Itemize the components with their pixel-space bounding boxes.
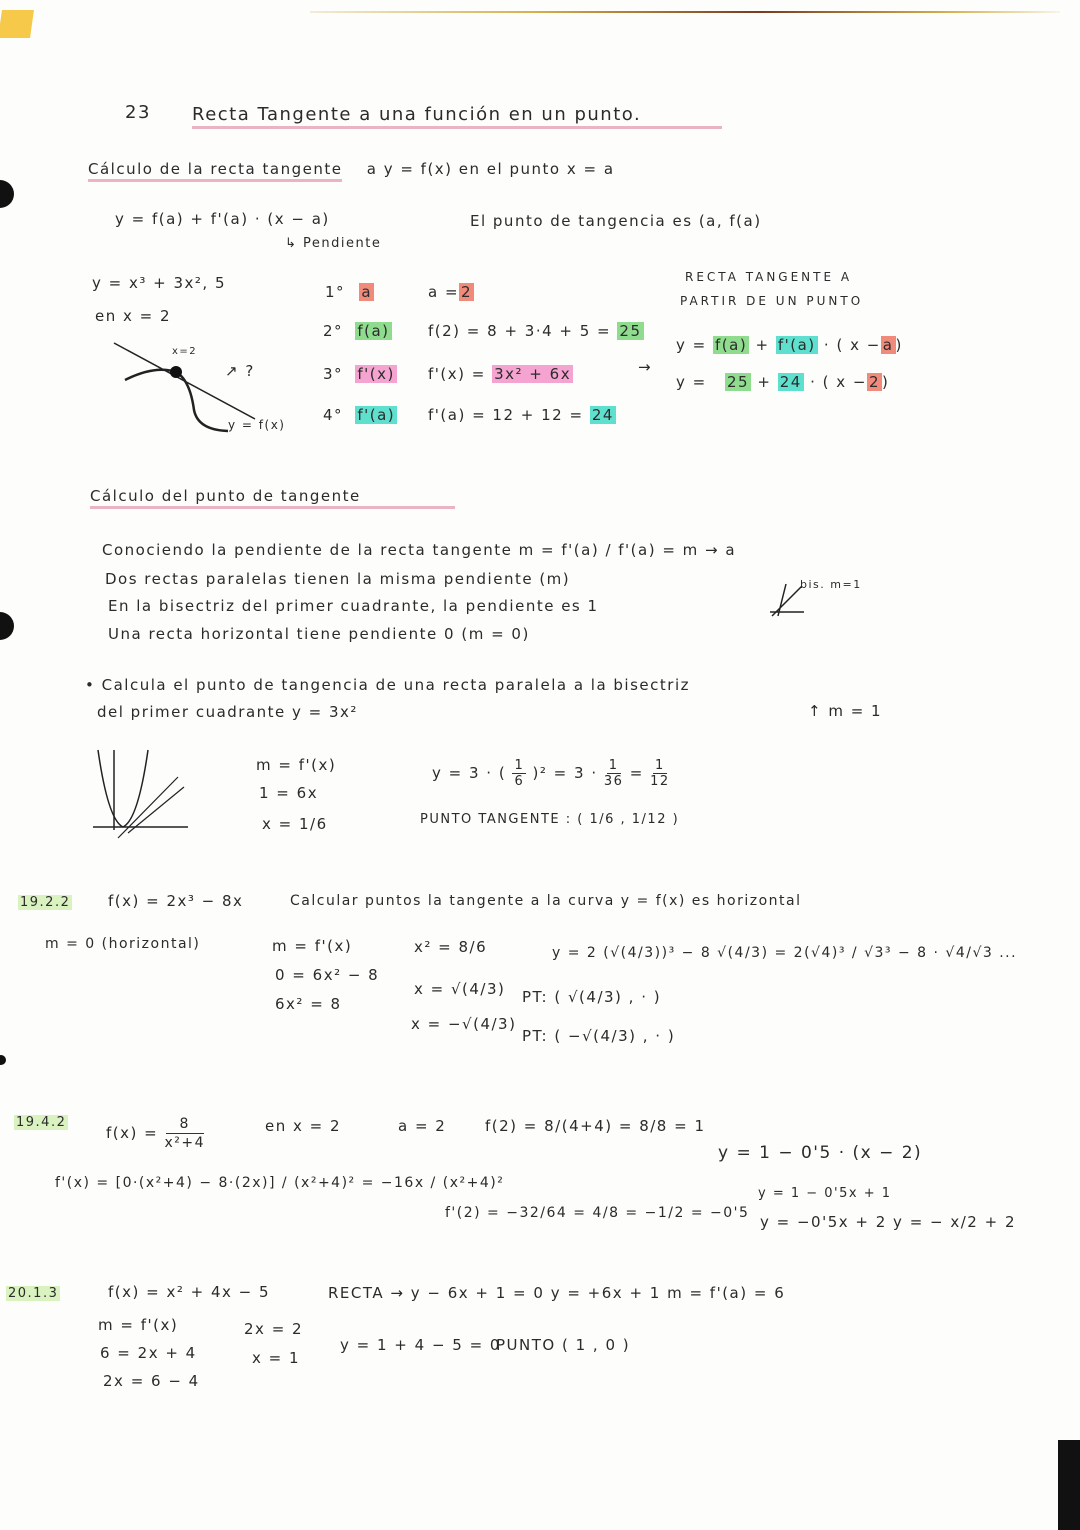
page-edge-shadow <box>1058 1440 1080 1530</box>
work-line: x = −√(4/3) <box>411 1015 517 1033</box>
page-title: Recta Tangente a una función en un punto. <box>192 104 722 129</box>
yellow-page-tab <box>0 10 34 38</box>
step-work: f(2) = 8 + 3·4 + 5 = 25 <box>428 322 642 340</box>
tangent-point-result: PT: ( √(4/3) , · ) <box>522 988 662 1006</box>
tangent-point-result: PUNTO ( 1 , 0 ) <box>496 1336 631 1354</box>
binder-hole <box>0 1055 6 1065</box>
tangency-point-note: El punto de tangencia es (a, f(a) <box>470 212 762 230</box>
box-title-line2: PARTIR DE UN PUNTO <box>680 294 864 308</box>
bisector-note: bis. m=1 <box>800 578 862 591</box>
work-line: 6 = 2x + 4 <box>100 1344 197 1362</box>
work-line: 1 = 6x <box>259 784 319 802</box>
exercise-statement: f(x) = x² + 4x − 5 <box>108 1283 271 1301</box>
derivative-at-a: f'(2) = −32/64 = 4/8 = −1/2 = −0'5 <box>445 1205 750 1221</box>
step-row: 1° a <box>325 283 373 301</box>
graph-question-label: ↗ ? <box>225 362 255 380</box>
work-line: x = 1/6 <box>262 815 328 833</box>
work-line: 0 = 6x² − 8 <box>275 966 380 984</box>
top-edge-line <box>310 11 1060 13</box>
specific-tangent-equation: y = 25 + 24 · ( x − 2 ) <box>676 373 890 391</box>
step-label: f(a) <box>357 322 390 340</box>
exercise-id: 19.4.2 <box>16 1115 67 1130</box>
exercise-id: 20.1.3 <box>8 1286 59 1301</box>
exercise-line: del primer cuadrante y = 3x² <box>97 703 358 721</box>
work-line: 2x = 2 <box>244 1320 304 1338</box>
tangent-equation-line: y = −0'5x + 2 y = − x/2 + 2 <box>760 1213 1016 1231</box>
graph-curve-label: y = f(x) <box>228 418 286 432</box>
exercise-task: Calcular puntos la tangente a la curva y = f(x) es horizontal <box>290 893 802 909</box>
step-work: a = 2 <box>428 283 473 301</box>
rule-line: Conociendo la pendiente de la recta tangente m = f'(a) / f'(a) = m → a <box>102 541 737 559</box>
example-function: y = x³ + 3x², 5 <box>92 274 226 292</box>
rule-line: Una recta horizontal tiene pendiente 0 (m = 0) <box>108 625 530 643</box>
exercise-statement: f(x) = $\frac{8}{\text{x²+4}}$ <box>106 1116 206 1151</box>
section-number: 23 <box>125 102 151 123</box>
tangent-equation-line: y = 1 − 0'5x + 1 <box>758 1186 892 1201</box>
graph-point-label: x=2 <box>172 346 198 357</box>
work-line: m = f'(x) <box>272 937 353 955</box>
tangent-line-heading-rest: a y = f(x) en el punto x = a <box>366 160 615 178</box>
rule-line: Dos rectas paralelas tienen la misma pendiente (m) <box>105 570 571 588</box>
step-row: 2° f(a) <box>323 322 390 340</box>
work-line: m = f'(x) <box>256 756 337 774</box>
step-row: 3° f'(x) <box>323 365 395 383</box>
exercise-line: • Calcula el punto de tangencia de una recta paralela a la bisectriz <box>85 676 690 694</box>
step-work: f'(x) = 3x² + 6x <box>428 365 572 383</box>
example-at: en x = 2 <box>95 307 172 325</box>
a-value: a = 2 <box>398 1117 447 1135</box>
work-line: x² = 8/6 <box>414 938 488 956</box>
slope-note: ↳ Pendiente <box>285 236 382 251</box>
tangent-line-heading: Cálculo de la recta tangente <box>88 160 342 182</box>
exercise-at: en x = 2 <box>265 1117 342 1135</box>
slope-condition: m = 0 (horizontal) <box>45 936 201 952</box>
binder-hole <box>0 180 14 208</box>
step-work: f'(a) = 12 + 12 = 24 <box>428 406 614 424</box>
tangent-equation-line: y = 1 − 0'5 · (x − 2) <box>718 1143 923 1163</box>
parabola-sketch-graph <box>88 745 198 840</box>
work-line: 2x = 6 − 4 <box>103 1372 200 1390</box>
work-line: m = f'(x) <box>98 1316 179 1334</box>
slope-note: ↑ m = 1 <box>808 702 883 720</box>
exercise-id: 19.2.2 <box>20 895 71 910</box>
tangent-point-heading: Cálculo del punto de tangente <box>90 487 455 509</box>
tangent-formula: y = f(a) + f'(a) · (x − a) <box>115 210 330 228</box>
work-line: x = 1 <box>252 1349 301 1367</box>
y-calculation: y = 2 (√(4/3))³ − 8 √(4/3) = 2(√4)³ / √3³ − 8 · √4/√3 ... <box>552 945 1018 961</box>
step-label: a <box>361 283 373 301</box>
derivative: f'(x) = [0·(x²+4) − 8·(2x)] / (x²+4)² = −16x / (x²+4)² <box>55 1175 505 1191</box>
arrow-icon: → <box>638 358 653 376</box>
tangent-point-result: PUNTO TANGENTE : ( 1/6 , 1/12 ) <box>420 812 680 827</box>
rule-line: En la bisectriz del primer cuadrante, la pendiente es 1 <box>108 597 599 615</box>
step-label: f'(a) <box>357 406 396 424</box>
binder-hole <box>0 612 14 640</box>
work-line: x = √(4/3) <box>414 980 506 998</box>
general-tangent-equation: y = f(a) + f'(a) · ( x − a ) <box>676 336 903 354</box>
y-calculation: y = 3 · ( $\frac{1}{6}$ )² = 3 · $\frac{1}{36}$ = $\frac{1}{12}$ <box>432 758 670 789</box>
given-line: RECTA → y − 6x + 1 = 0 y = +6x + 1 m = f'(a) = 6 <box>328 1284 786 1302</box>
f-at-a: f(2) = 8/(4+4) = 8/8 = 1 <box>485 1117 706 1135</box>
tangent-point-result: PT: ( −√(4/3) , · ) <box>522 1027 676 1045</box>
step-label: f'(x) <box>357 365 395 383</box>
box-title-line1: RECTA TANGENTE A <box>685 270 853 284</box>
exercise-statement: f(x) = 2x³ − 8x <box>108 892 244 910</box>
step-row: 4° f'(a) <box>323 406 396 424</box>
work-line: 6x² = 8 <box>275 995 342 1013</box>
y-calculation: y = 1 + 4 − 5 = 0 <box>340 1336 501 1354</box>
